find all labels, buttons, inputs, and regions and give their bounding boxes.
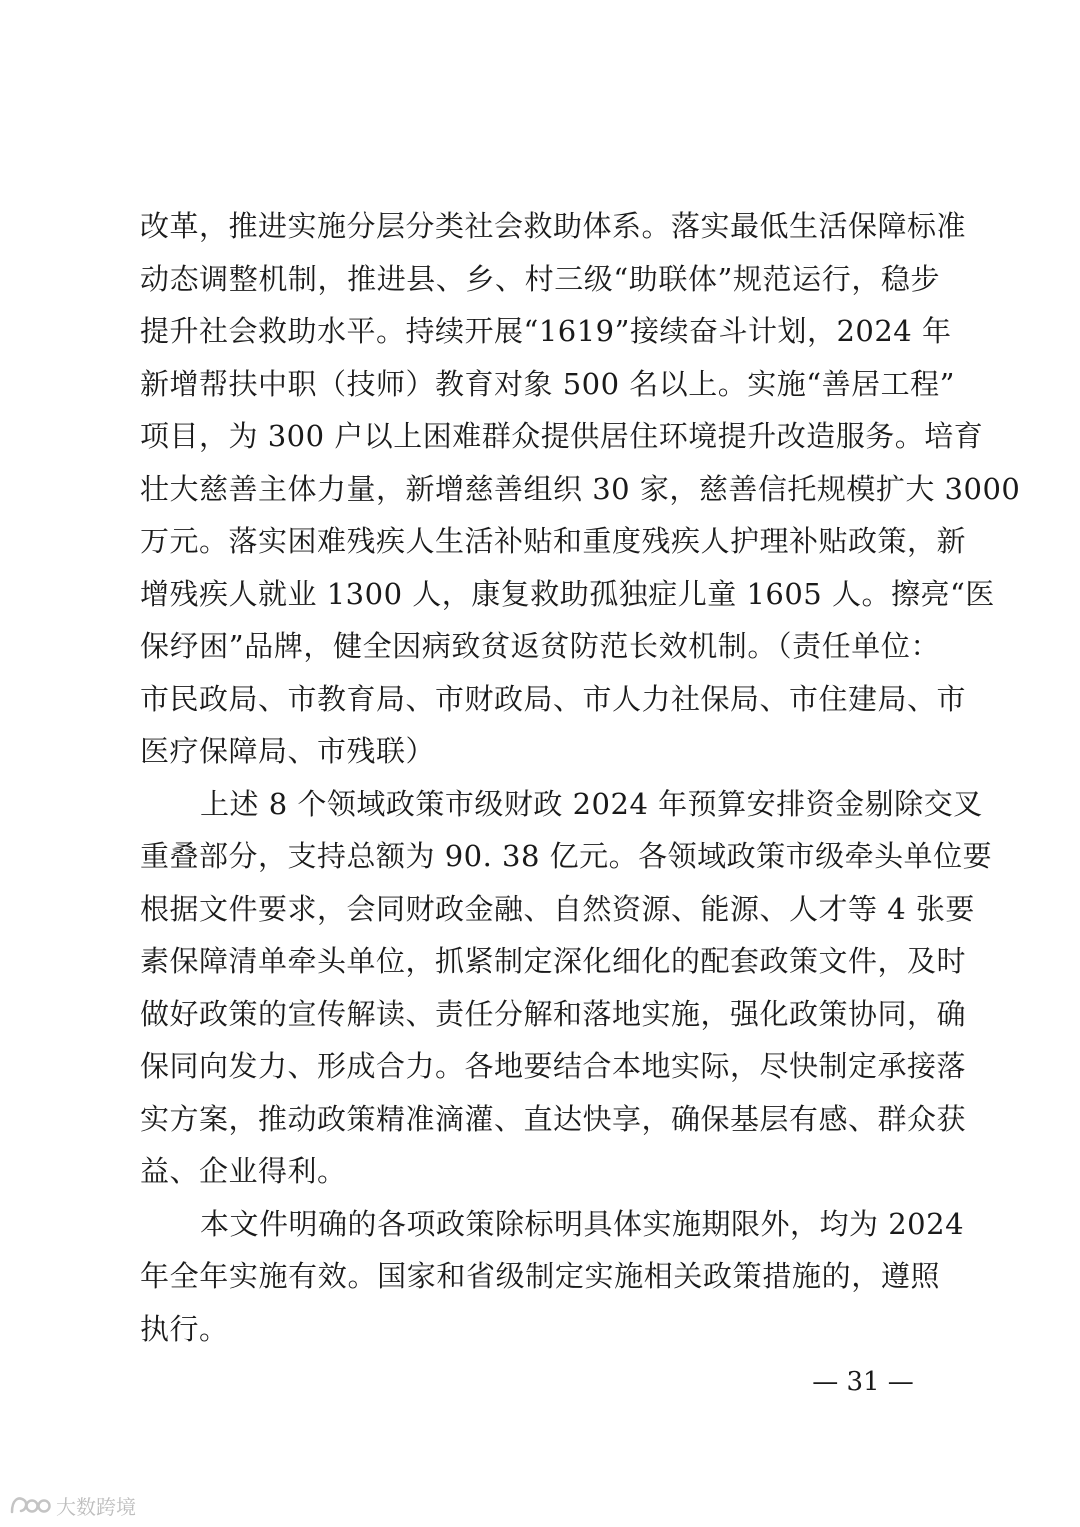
body-line: 医疗保障局、市残联） [140, 734, 436, 768]
body-line: 益、企业得利。 [140, 1154, 347, 1188]
body-line: 实方案，推动政策精准滴灌、直达快享，确保基层有感、群众获 [140, 1102, 967, 1136]
body-line: 素保障清单牵头单位，抓紧制定深化细化的配套政策文件，及时 [140, 944, 967, 978]
body-line: 做好政策的宣传解读、责任分解和落地实施，强化政策协同，确 [140, 997, 967, 1031]
watermark [8, 1490, 136, 1520]
page-number: — 31 — [812, 1367, 914, 1397]
body-line: 根据文件要求，会同财政金融、自然资源、能源、人才等 4 张要 [140, 892, 975, 926]
body-line: 壮大慈善主体力量，新增慈善组织 30 家，慈善信托规模扩大 3000 [140, 472, 1021, 506]
body-line: 重叠部分，支持总额为 90. 38 亿元。各领域政策市级牵头单位要 [140, 839, 993, 873]
body-line: 万元。落实困难残疾人生活补贴和重度残疾人护理补贴政策，新 [140, 524, 967, 558]
body-line: 动态调整机制，推进县、乡、村三级“助联体”规范运行，稳步 [140, 262, 940, 296]
body-line: 年全年实施有效。国家和省级制定实施相关政策措施的，遵照 [140, 1259, 940, 1293]
brand-logo-icon [8, 1492, 52, 1518]
body-line: 市民政局、市教育局、市财政局、市人力社保局、市住建局、市 [140, 682, 967, 716]
body-line: 改革，推进实施分层分类社会救助体系。落实最低生活保障标准 [140, 209, 967, 243]
body-line: 保同向发力、形成合力。各地要结合本地实际，尽快制定承接落 [140, 1049, 967, 1083]
watermark-text: 大数跨境 [56, 1494, 136, 1519]
body-line: 保纾困”品牌，健全因病致贫返贫防范长效机制。（责任单位： [140, 629, 940, 663]
body-line: 本文件明确的各项政策除标明具体实施期限外，均为 2024 [200, 1207, 965, 1241]
body-line: 执行。 [140, 1312, 229, 1346]
body-line: 提升社会救助水平。持续开展“1619”接续奋斗计划，2024 年 [140, 314, 952, 348]
body-line: 项目，为 300 户以上困难群众提供居住环境提升改造服务。培育 [140, 419, 984, 453]
body-line: 新增帮扶中职（技师）教育对象 500 名以上。实施“善居工程” [140, 367, 955, 401]
body-line: 增残疾人就业 1300 人，康复救助孤独症儿童 1605 人。擦亮“医 [140, 577, 995, 611]
body-line: 上述 8 个领域政策市级财政 2024 年预算安排资金剔除交叉 [200, 787, 983, 821]
